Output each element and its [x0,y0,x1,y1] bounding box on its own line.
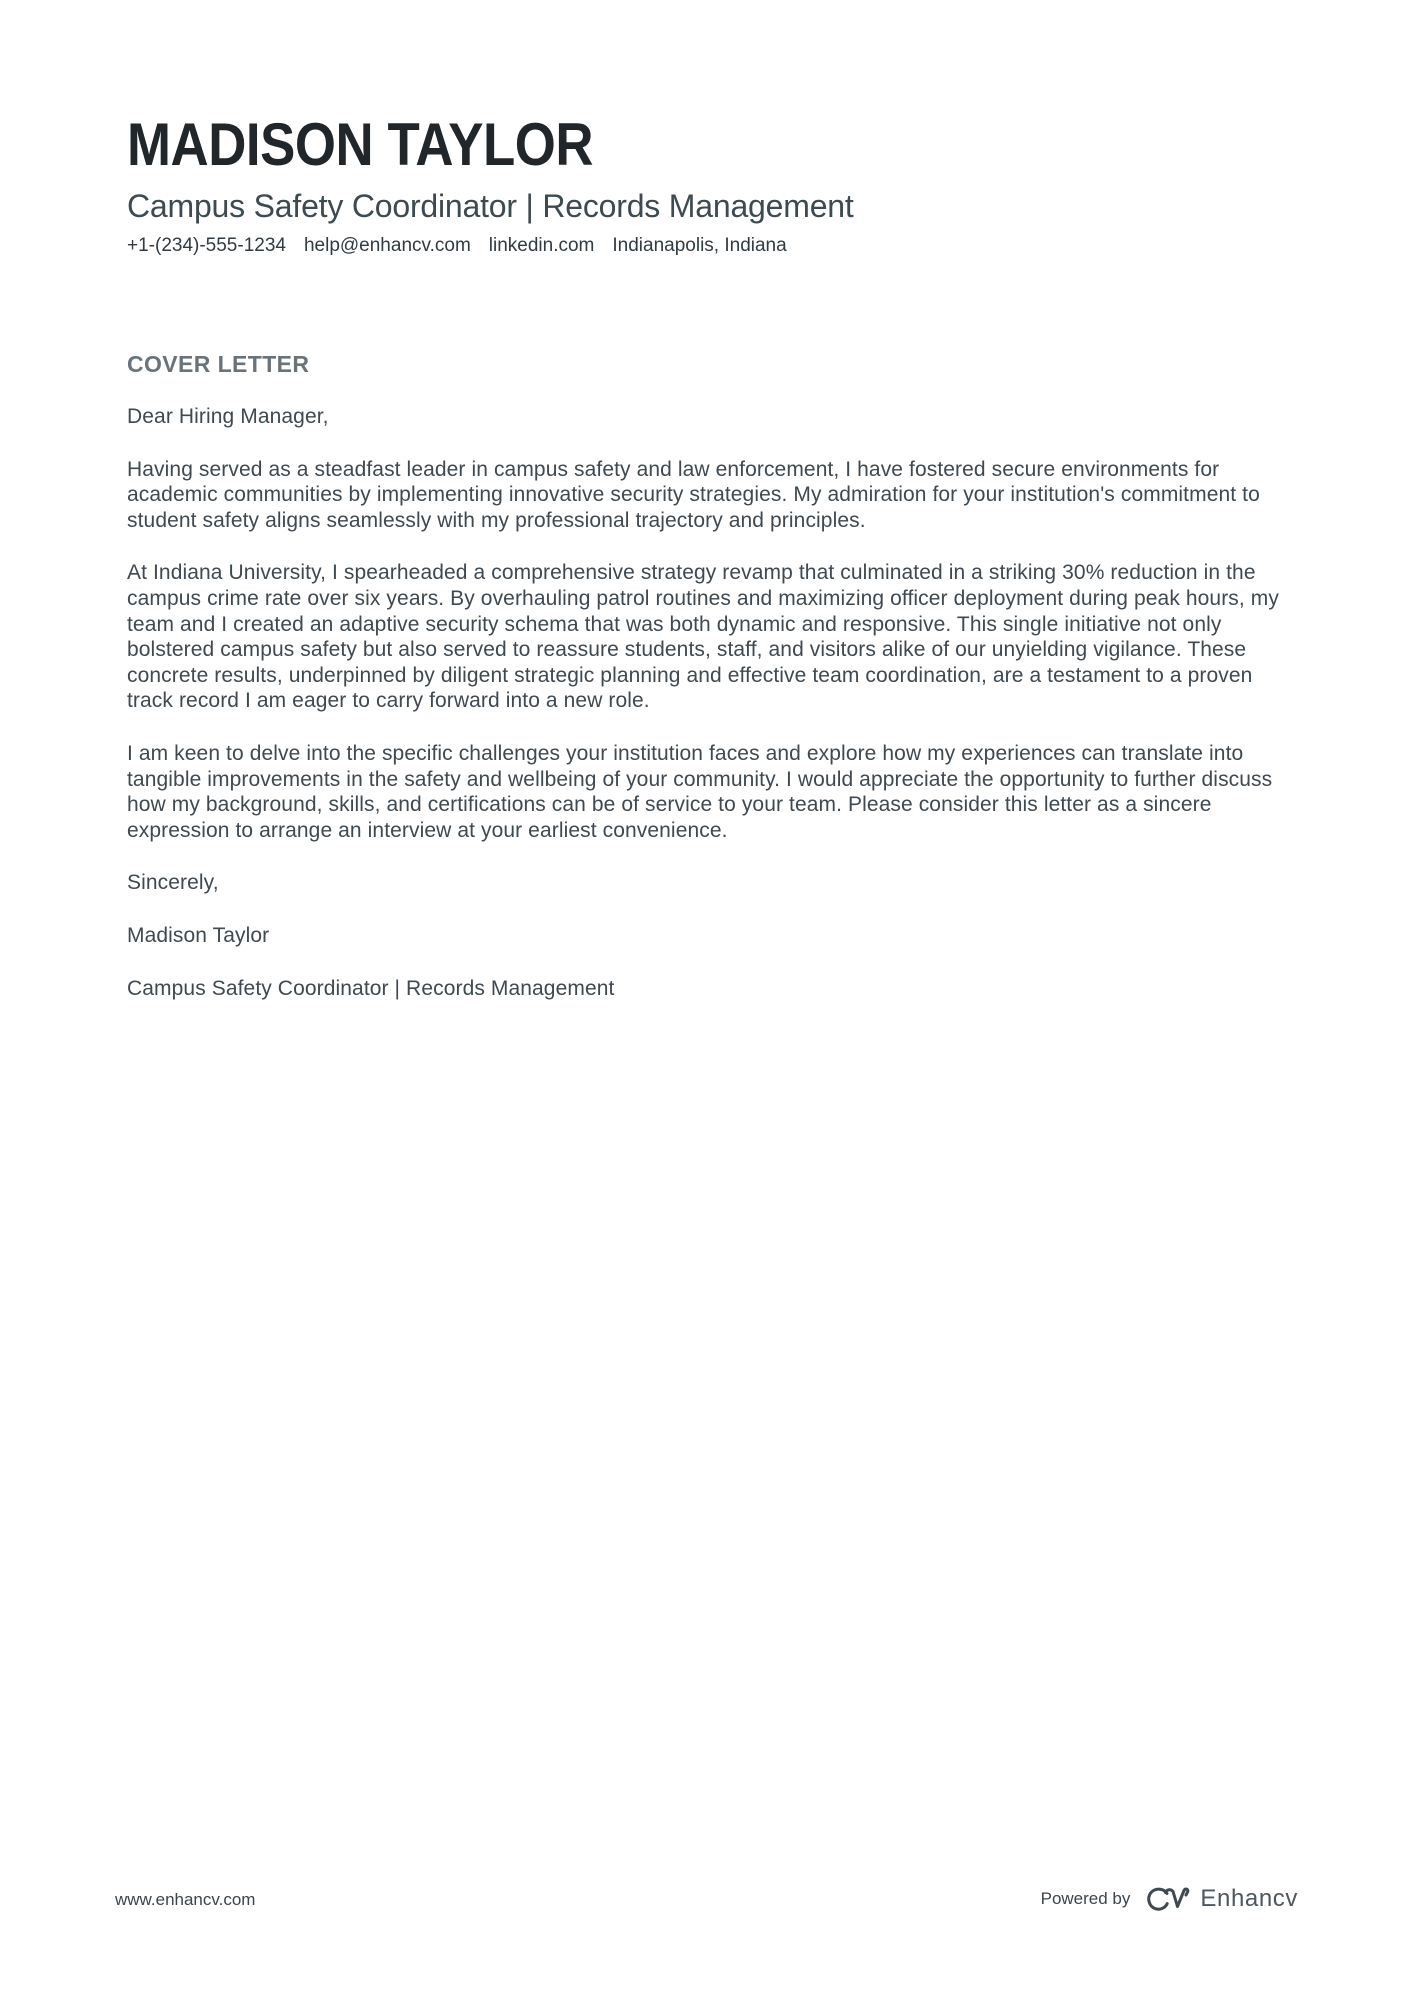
signature-title: Campus Safety Coordinator | Records Management [127,976,615,1000]
footer [115,1885,1298,1913]
name-heading [127,112,1290,178]
name-text: MADISON TAYLOR [127,111,594,178]
letter-paragraph: Having served as a steadfast leader in campus safety and law enforcement, I have fostered secure environments for academic communities by implementing innovative security strategies. My admiration for your institution's commitment to student safety aligns seamlessly with my professional trajectory and principles. [127,457,1260,532]
contact-row [127,234,1290,258]
contact-website[interactable]: linkedin.com [488,235,595,256]
closing-salutation: Sincerely, [127,871,219,895]
enhancv-logo-icon [1144,1885,1190,1913]
header [127,112,1290,258]
contact-email[interactable]: help@enhancv.com [303,235,471,256]
letter-paragraph: At Indiana University, I spearheaded a comprehensive strategy revamp that culminated in a striking 30% reduction in the campus crime rate over six years. By overhauling patrol routines and maximizing officer deployment during peak hours, my team and I created an adaptive security schema that was both dynamic and responsive. This single initiative not only bolstered campus safety but also served to reassure students, staff, and visitors alike of our unyielding vigilance. These concrete results, underpinned by diligent strategic planning and effective team coordination, are a testament to a proven track record I am eager to carry forward into a new role. [127,561,1279,713]
contact-phone: +1-(234)-555-1234 [127,235,286,256]
enhancv-brand-link[interactable] [1144,1885,1298,1913]
job-title: Campus Safety Coordinator | Records Management [127,188,854,224]
cover-letter-label: COVER LETTER [127,351,310,377]
footer-website-link[interactable]: www.enhancv.com [115,1889,256,1909]
contact-location: Indianapolis, Indiana [612,235,787,256]
enhancv-brand-text: Enhancv [1200,1885,1298,1912]
powered-by-label: Powered by [1040,1889,1131,1908]
signature-name: Madison Taylor [127,923,270,947]
letter-section [127,350,1290,1001]
greeting-line: Dear Hiring Manager, [127,405,329,428]
letter-paragraph: I am keen to delve into the specific challenges your institution faces and explore how my experiences can translate into tangible improvements in the safety and wellbeing of your community. I would appreciate the opportunity to further discuss how my background, skills, and certifications can be of service to your team. Please consider this letter as a sincere expression to arrange an interview at your earliest convenience. [127,741,1273,842]
powered-by-group [1041,1885,1298,1913]
